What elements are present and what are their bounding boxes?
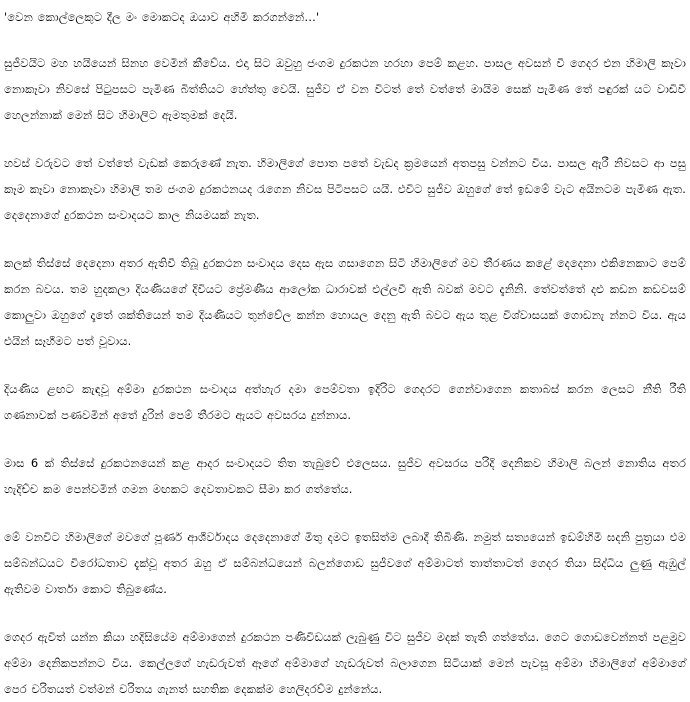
paragraph: සුජීවයිට මහ හයියෙන් සිනහ වෙමින් කීවේය. එදා සිට ඔවුහු ජංගම දුරකථන හරහා පෙම් කළහ. පාසල අවසන් වී ගෙදර එන හිමාලි කෑවා නොකෑවා නිවසේ පිටුපසට පැමිණ බිත්තියට හේත්තු වෙයි. සුජීව ඒ වන විටත් තේ වත්තේ මායිම සෙක් පැමිණ තේ පඳුරක් යට වාඩිවී හෙලන්නාක් මෙන් සිට හිමාලිට ඇමතුමක් දෙයි.	[4, 56, 686, 122]
paragraph: මේ වනවිට හිමාලිගේ මවගේ පූර්ණ ආශීර්වාදය දෙදෙනාගේ මිතු දමට ඉතසිත්ම ලබාදී තිබිණි. නමුත් සත්‍යයෙන් ඉඩම්හිමි ඝදනි පුත්‍රයා එම සම්බන්ධයට විරෝධතාව දැක්වූ අතර ඔහු ඒ සම්බන්ධයෙන් බලන්ගොඩ සුජීවගේ අම්මාටත් තාත්තාටත් ගෙදර තියා සිද්ධිය ලුණු ඇඹුල් ඇතිවම වාර්තා කොට තිබුණේය.	[4, 530, 686, 596]
paragraph: කලක් තිස්සේ දෙදෙනා අතර ඇතිවී තිබූ දුරකථන සංවාදය දෙස ඇස ගසාගෙන සිටි හිමාලිගේ මව තීරණය කළේ දෙදෙනා එකිනෙකාට පෙම් කරන බවය. තම හුදකලා දියණියගේ දිවියට ප්‍රේමණීය ආලෝක ධාරාවක් එල්ලවී ඇති බවක් මවට දැනිනි. තේවත්තේ දළු කඩන කඩවසම් කොලුවා ඔහුගේ දෑතේ ශක්තියෙන් තම දියණියට තුන්වේල කන්න හොයල දෙනු ඇති බවට ඇය තුළ විශ්වාසයක් ගොඩනැ න්නට විය. ඇය එයින් සෑහීමට පත් වූවාය.	[4, 256, 686, 348]
paragraph: හවස් වරුවට තේ වත්තේ වැඩක් කෙරුණේ නැත. හිමාලිගේ පොත පතේ වැඩද ක්‍රමයෙන් අතපසු වන්නට විය. පාසල ඇරී නිවසට ආ පසු කෑම කෑවා නොකෑවා හිමාලි තම ජංගම දුරකථනයද රැගෙන නිවස පිටිපසට යයි. එවිට සුජීව ඔහුගේ තේ ඉඩමේ වැට අයිනටම පැමිණ ඇත. දෙදෙනාගේ දුරකථන සංවාදයට කාල නියමයක් නැත.	[4, 156, 686, 222]
paragraph: මාස 6 ක් තිස්සේ දුරකථනයෙන් කළ ආදර සංවාදයට තිත තැබුවේ එලෙසය. සුජීව අවසරය පරිදි දෙනිකව හිමාලි බලන් නොතිය අතර හැදිච්ච කම පෙන්වමින් ගමන මඟකට දෙවතාවකට සීමා කර ගත්තේය.	[4, 456, 686, 496]
paragraph-quote: 'වෙන කොල්ලෙකුට දීල මං මොකටද ඔයාව අහිමි කරගන්නේ…'	[4, 10, 320, 24]
paragraph: ගෙදර ඇවිත් යන්න කියා හදිසියේම අම්මාගෙන් දුරකථන පණිවිඩයක් ලැබුණු විට සුජීව මදක් තැති ගත්තේය. ගෙට ගොඩවෙන්නත් පළමුව අම්මා දෙනිකපන්නට විය. කෙල්ලගේ හැඩරුවත් ඈගේ අම්මාගේ හැඩරුවත් බලාගෙන සිටියාක් මෙන් පැවසූ අම්මා හිමාලිගේ අම්මාගේ පෙර චරිතයත් වත්මන් චරිතය ගැනත් සහතික දෙකක්ම හෙලිදරව්ම දුන්නේය.	[4, 630, 686, 696]
paragraph: දියණිය ළඟට කැඳවූ අම්මා දුරකථන සංවාදය අත්හැර දමා පෙම්වතා ඉදිරිට ගෙදරට ගෙන්වාගෙන කතාබස් කරන ලෙසට නීති රීති ගණනාවක් පණවමින් අතේ දුරින් පෙම් තීරමට ඇයට අවසරය දුන්නාය.	[4, 382, 686, 422]
document-page	[4, 4, 686, 696]
